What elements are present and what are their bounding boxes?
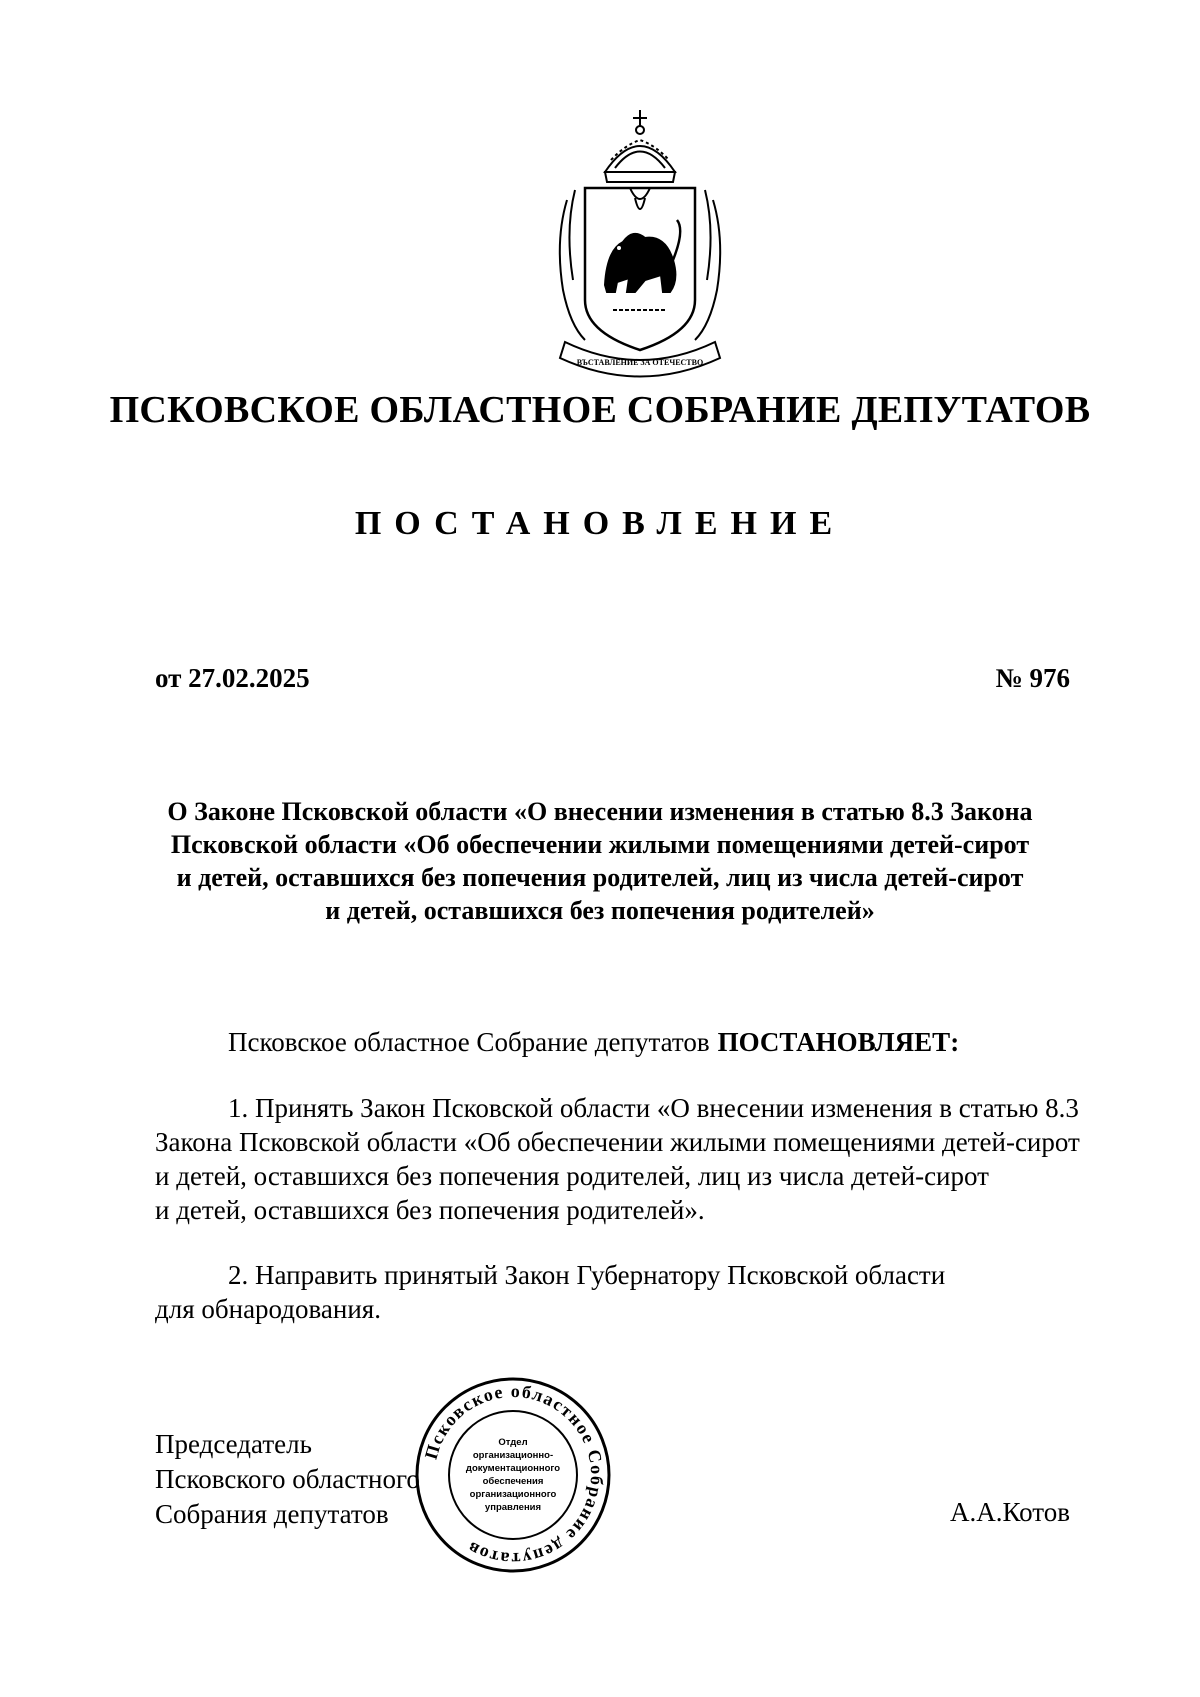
subject-line: и детей, оставшихся без попечения родителей, лиц из числа детей-сирот xyxy=(176,863,1024,892)
word: Губернатору xyxy=(576,1260,721,1290)
paragraph-line: 1. Принять Закон Псковской области «О внесении изменения в статью 8.3 xyxy=(228,1093,1079,1123)
stamp-center-line: Отдел xyxy=(498,1437,528,1448)
subject-line: и детей, оставшихся без попечения родителей» xyxy=(325,896,875,925)
item-1-paragraph xyxy=(155,1091,1137,1227)
stamp-center-line: управления xyxy=(484,1502,542,1513)
word: попечения xyxy=(438,1161,560,1191)
document-type-heading: ПОСТАНОВЛЕНИЕ xyxy=(354,505,846,542)
document-date: от 27.02.2025 xyxy=(155,663,310,693)
preamble-text: Псковское областное Собрание депутатов xyxy=(228,1027,710,1057)
signature-title-line: Псковского областного xyxy=(155,1464,420,1494)
word: принятый xyxy=(384,1260,498,1290)
signature-title xyxy=(155,1427,420,1532)
document-subject xyxy=(160,795,1040,927)
official-stamp xyxy=(413,1375,613,1575)
word: 2. xyxy=(228,1260,249,1290)
word: и xyxy=(155,1161,170,1191)
signer-name: А.А.Котов xyxy=(950,1497,1070,1527)
stamp-center-line: организационного xyxy=(469,1489,557,1500)
paragraph-line-justified xyxy=(155,1258,1137,1292)
word: лиц xyxy=(697,1161,741,1191)
coat-of-arms-emblem xyxy=(545,110,735,378)
word: Закон xyxy=(504,1260,570,1290)
paragraph-line: для обнародования. xyxy=(155,1294,381,1324)
paragraph-line: и детей, оставшихся без попечения родителей». xyxy=(155,1195,705,1225)
word: Направить xyxy=(255,1260,378,1290)
paragraph-line-justified xyxy=(155,1159,1137,1193)
stamp-ring-text: Псковское областное Собрание депутатов xyxy=(420,1380,608,1570)
subject-line: О Законе Псковской области «О внесении изменения в статью 8.3 Закона xyxy=(167,797,1033,826)
word: детей-сирот xyxy=(851,1161,989,1191)
word: детей, xyxy=(176,1161,247,1191)
stamp-center-line: обеспечения xyxy=(482,1476,544,1487)
stamp-center-line: документационного xyxy=(465,1463,561,1474)
item-2-paragraph xyxy=(155,1258,1137,1326)
word: из xyxy=(747,1161,773,1191)
decree-word: ПОСТАНОВЛЯЕТ: xyxy=(717,1027,960,1057)
signature-title-line: Собрания депутатов xyxy=(155,1499,389,1529)
subject-line: Псковской области «Об обеспечении жилыми помещениями детей-сирот xyxy=(170,830,1030,859)
word: числа xyxy=(778,1161,845,1191)
word: без xyxy=(395,1161,433,1191)
stamp-center-line: организационно- xyxy=(472,1450,554,1461)
paragraph-line: Закона Псковской области «Об обеспечении жилыми помещениями детей-сирот xyxy=(155,1127,1080,1157)
word: родителей, xyxy=(566,1161,692,1191)
word: области xyxy=(854,1260,946,1290)
organization-title: ПСКОВСКОЕ ОБЛАСТНОЕ СОБРАНИЕ ДЕПУТАТОВ xyxy=(109,389,1091,431)
signature-title-line: Председатель xyxy=(155,1429,312,1459)
word: оставшихся xyxy=(253,1161,390,1191)
word: Псковской xyxy=(727,1260,849,1290)
svg-text:ВЪСТАВЛЕНИЕ ЗА ОТЕЧЕСТВО: ВЪСТАВЛЕНИЕ ЗА ОТЕЧЕСТВО xyxy=(576,358,704,367)
preamble xyxy=(228,1027,959,1058)
document-number: № 976 xyxy=(995,663,1070,693)
